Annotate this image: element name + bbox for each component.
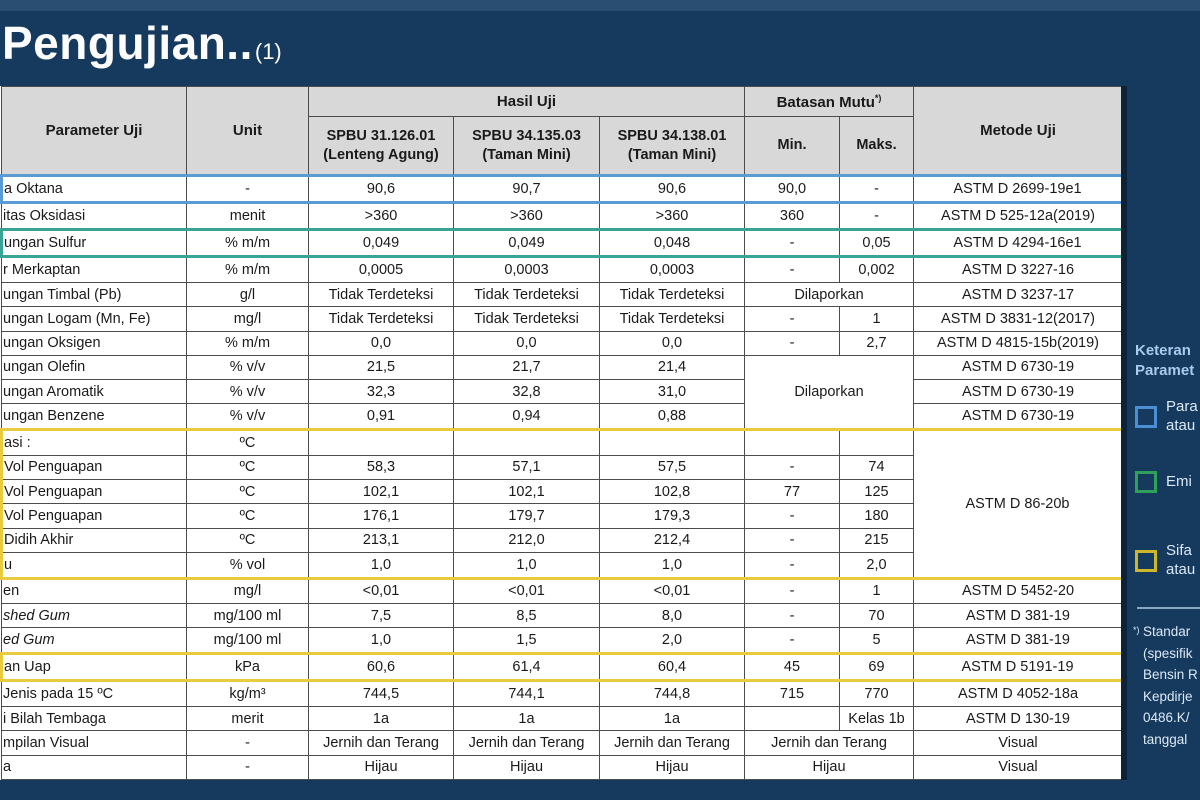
page-title	[2, 16, 282, 70]
legend-label: Emi	[1166, 472, 1192, 490]
cell-result-spbu-1: Tidak Terdeteksi	[309, 307, 454, 331]
cell-result-spbu-2: 102,1	[454, 480, 600, 504]
cell-unit: % m/m	[187, 331, 309, 355]
cell-parameter: i Bilah Tembaga	[2, 706, 187, 730]
col-header-spbu-2	[454, 117, 600, 176]
cell-metode: ASTM D 2699-19e1	[914, 176, 1123, 203]
cell-min: 715	[745, 681, 840, 707]
cell-result-spbu-3: 0,0	[600, 331, 745, 355]
cell-result-spbu-3: Jernih dan Terang	[600, 731, 745, 755]
cell-metode: ASTM D 6730-19	[914, 380, 1123, 404]
cell-unit: menit	[187, 203, 309, 230]
cell-min: -	[745, 504, 840, 528]
cell-result-spbu-2: 1a	[454, 706, 600, 730]
table-row	[2, 681, 1123, 707]
spbu-2-name: SPBU 34.135.03	[472, 128, 581, 145]
cell-metode: ASTM D 5452-20	[914, 578, 1123, 604]
col-header-batasan-mutu	[745, 87, 914, 117]
cell-parameter: en	[2, 578, 187, 604]
table-row	[2, 755, 1123, 780]
cell-unit: mg/l	[187, 307, 309, 331]
cell-result-spbu-1: >360	[309, 203, 454, 230]
cell-result-spbu-3: 57,5	[600, 455, 745, 479]
spbu-3-name: SPBU 34.138.01	[617, 128, 727, 145]
cell-maks: Kelas 1b	[840, 706, 914, 730]
cell-result-spbu-3: >360	[600, 203, 745, 230]
cell-parameter: r Merkaptan	[2, 257, 187, 283]
table-row	[2, 731, 1123, 755]
sidebar-divider	[1137, 607, 1200, 609]
cell-result-spbu-2: 1,0	[454, 552, 600, 578]
sidebar-footnote	[1133, 621, 1198, 751]
page-title-suffix: (1)	[254, 39, 282, 64]
cell-result-spbu-3: 744,8	[600, 681, 745, 707]
results-table-container	[0, 86, 1121, 780]
table-body	[2, 176, 1123, 780]
cell-result-spbu-1: 1a	[309, 706, 454, 730]
footnote-line: Kepdirje	[1143, 688, 1193, 704]
table-row	[2, 257, 1123, 283]
cell-maks: 0,05	[840, 230, 914, 257]
cell-maks: -	[840, 203, 914, 230]
cell-metode: ASTM D 130-19	[914, 706, 1123, 730]
right-sidebar	[1127, 0, 1200, 800]
cell-result-spbu-1: <0,01	[309, 578, 454, 604]
cell-unit: merit	[187, 706, 309, 730]
legend-item	[1135, 471, 1192, 493]
cell-result-spbu-3: Tidak Terdeteksi	[600, 307, 745, 331]
cell-result-spbu-1: 58,3	[309, 455, 454, 479]
cell-result-spbu-2: <0,01	[454, 578, 600, 604]
cell-result-spbu-2: 8,5	[454, 604, 600, 628]
cell-maks: 2,0	[840, 552, 914, 578]
cell-result-spbu-3: 8,0	[600, 604, 745, 628]
cell-result-spbu-3: Hijau	[600, 755, 745, 780]
cell-result-spbu-1: Jernih dan Terang	[309, 731, 454, 755]
cell-unit: mg/l	[187, 578, 309, 604]
cell-result-spbu-2: 61,4	[454, 654, 600, 681]
cell-parameter: ungan Aromatik	[2, 380, 187, 404]
cell-result-spbu-2: 1,5	[454, 628, 600, 654]
cell-min: -	[745, 257, 840, 283]
col-header-parameter: Parameter Uji	[2, 87, 187, 176]
cell-unit: % m/m	[187, 257, 309, 283]
cell-maks: 69	[840, 654, 914, 681]
cell-result-spbu-3: 31,0	[600, 380, 745, 404]
cell-metode: ASTM D 525-12a(2019)	[914, 203, 1123, 230]
col-header-min: Min.	[745, 117, 840, 176]
cell-result-spbu-1: 21,5	[309, 355, 454, 379]
cell-parameter: mpilan Visual	[2, 731, 187, 755]
cell-min: -	[745, 230, 840, 257]
cell-result-spbu-2: >360	[454, 203, 600, 230]
page-title-main: Pengujian..	[2, 17, 253, 69]
cell-result-spbu-1: 7,5	[309, 604, 454, 628]
cell-result-spbu-2: 212,0	[454, 528, 600, 552]
cell-min: -	[745, 628, 840, 654]
cell-maks: 5	[840, 628, 914, 654]
cell-unit: mg/100 ml	[187, 628, 309, 654]
cell-unit: -	[187, 176, 309, 203]
cell-maks: 2,7	[840, 331, 914, 355]
table-row	[2, 331, 1123, 355]
legend-color-box-icon	[1135, 550, 1157, 572]
cell-unit: -	[187, 755, 309, 780]
cell-result-spbu-2: Jernih dan Terang	[454, 731, 600, 755]
cell-metode: Visual	[914, 755, 1123, 780]
sidebar-heading-line: Paramet	[1135, 362, 1195, 380]
cell-result-spbu-3: Tidak Terdeteksi	[600, 283, 745, 307]
cell-metode: ASTM D 381-19	[914, 628, 1123, 654]
table-row	[2, 404, 1123, 430]
cell-maks: -	[840, 176, 914, 203]
cell-parameter: a	[2, 755, 187, 780]
legend-color-box-icon	[1135, 406, 1157, 428]
cell-unit: ºC	[187, 528, 309, 552]
cell-result-spbu-1: 32,3	[309, 380, 454, 404]
header-row-1	[2, 87, 1123, 117]
cell-metode: ASTM D 5191-19	[914, 654, 1123, 681]
table-row	[2, 230, 1123, 257]
footnote-line: tanggal	[1143, 731, 1188, 747]
cell-maks	[840, 430, 914, 456]
cell-unit: % vol	[187, 552, 309, 578]
cell-parameter: itas Oksidasi	[2, 203, 187, 230]
cell-result-spbu-3	[600, 430, 745, 456]
cell-result-spbu-3: 0,0003	[600, 257, 745, 283]
cell-min: -	[745, 528, 840, 552]
cell-parameter: ungan Oksigen	[2, 331, 187, 355]
spbu-1-name: SPBU 31.126.01	[326, 128, 436, 145]
batasan-mutu-footnote-mark: *)	[874, 92, 882, 103]
footnote-line: 0486.K/	[1143, 710, 1190, 726]
cell-result-spbu-3: 1a	[600, 706, 745, 730]
cell-result-spbu-2: 57,1	[454, 455, 600, 479]
cell-metode: Visual	[914, 731, 1123, 755]
cell-maks: 125	[840, 480, 914, 504]
cell-result-spbu-1: 0,0	[309, 331, 454, 355]
cell-metode: ASTM D 6730-19	[914, 355, 1123, 379]
footnote-line: *) Standar	[1133, 624, 1191, 639]
cell-min-maks-merged: Jernih dan Terang	[745, 731, 914, 755]
cell-unit: % v/v	[187, 355, 309, 379]
cell-metode: ASTM D 4294-16e1	[914, 230, 1123, 257]
footnote-line: Bensin R	[1143, 667, 1198, 683]
cell-result-spbu-3: 2,0	[600, 628, 745, 654]
cell-min: -	[745, 455, 840, 479]
cell-result-spbu-1: 90,6	[309, 176, 454, 203]
cell-result-spbu-1: 1,0	[309, 628, 454, 654]
cell-result-spbu-3: <0,01	[600, 578, 745, 604]
cell-unit: % m/m	[187, 230, 309, 257]
cell-result-spbu-2: 744,1	[454, 681, 600, 707]
table-row	[2, 283, 1123, 307]
cell-result-spbu-1: 102,1	[309, 480, 454, 504]
cell-min	[745, 706, 840, 730]
sidebar-heading-line: Keteran	[1135, 342, 1191, 359]
table-row	[2, 706, 1123, 730]
spbu-1-location: (Lenteng Agung)	[323, 146, 439, 163]
table-row	[2, 176, 1123, 203]
cell-unit: kg/m³	[187, 681, 309, 707]
cell-parameter: Vol Penguapan	[2, 455, 187, 479]
cell-unit: % v/v	[187, 380, 309, 404]
cell-result-spbu-2: 0,0003	[454, 257, 600, 283]
cell-result-spbu-2: Tidak Terdeteksi	[454, 283, 600, 307]
spbu-2-location: (Taman Mini)	[482, 146, 571, 163]
cell-min: -	[745, 578, 840, 604]
cell-result-spbu-2: 0,049	[454, 230, 600, 257]
cell-metode: ASTM D 3227-16	[914, 257, 1123, 283]
cell-parameter: ungan Sulfur	[2, 230, 187, 257]
cell-unit: ºC	[187, 504, 309, 528]
cell-result-spbu-2: 0,0	[454, 331, 600, 355]
table-row	[2, 578, 1123, 604]
table-row	[2, 380, 1123, 404]
cell-min: 45	[745, 654, 840, 681]
cell-min: -	[745, 331, 840, 355]
cell-result-spbu-2: Tidak Terdeteksi	[454, 307, 600, 331]
cell-min-maks-merged: Dilaporkan	[745, 355, 914, 429]
col-header-hasil-uji: Hasil Uji	[309, 87, 745, 117]
table-row	[2, 355, 1123, 379]
cell-result-spbu-3: 102,8	[600, 480, 745, 504]
cell-parameter: Didih Akhir	[2, 528, 187, 552]
cell-maks: 770	[840, 681, 914, 707]
cell-metode: ASTM D 4052-18a	[914, 681, 1123, 707]
cell-metode: ASTM D 381-19	[914, 604, 1123, 628]
cell-result-spbu-3: 0,048	[600, 230, 745, 257]
cell-result-spbu-1: 176,1	[309, 504, 454, 528]
results-table	[0, 86, 1124, 780]
cell-parameter: a Oktana	[2, 176, 187, 203]
legend-label: Sifa atau	[1166, 542, 1196, 578]
table-row	[2, 203, 1123, 230]
table-row	[2, 604, 1123, 628]
cell-min-maks-merged: Hijau	[745, 755, 914, 780]
cell-unit: -	[187, 731, 309, 755]
table-row	[2, 628, 1123, 654]
cell-unit: ºC	[187, 430, 309, 456]
cell-parameter: Vol Penguapan	[2, 504, 187, 528]
cell-parameter: Vol Penguapan	[2, 480, 187, 504]
cell-result-spbu-3: 179,3	[600, 504, 745, 528]
cell-result-spbu-2: Hijau	[454, 755, 600, 780]
cell-maks: 1	[840, 307, 914, 331]
cell-min: -	[745, 552, 840, 578]
cell-result-spbu-1	[309, 430, 454, 456]
col-header-maks: Maks.	[840, 117, 914, 176]
cell-result-spbu-2	[454, 430, 600, 456]
cell-result-spbu-1: 60,6	[309, 654, 454, 681]
cell-unit: ºC	[187, 480, 309, 504]
cell-parameter: ungan Logam (Mn, Fe)	[2, 307, 187, 331]
col-header-unit: Unit	[187, 87, 309, 176]
cell-min: 360	[745, 203, 840, 230]
cell-parameter: ungan Benzene	[2, 404, 187, 430]
table-row	[2, 307, 1123, 331]
cell-maks: 180	[840, 504, 914, 528]
cell-parameter: ungan Timbal (Pb)	[2, 283, 187, 307]
spbu-3-location: (Taman Mini)	[627, 146, 717, 163]
cell-result-spbu-3: 21,4	[600, 355, 745, 379]
cell-result-spbu-3: 90,6	[600, 176, 745, 203]
cell-result-spbu-3: 1,0	[600, 552, 745, 578]
cell-min: 77	[745, 480, 840, 504]
cell-unit: kPa	[187, 654, 309, 681]
cell-maks: 1	[840, 578, 914, 604]
cell-maks: 215	[840, 528, 914, 552]
cell-min: -	[745, 307, 840, 331]
legend-color-box-icon	[1135, 471, 1157, 493]
cell-unit: ºC	[187, 455, 309, 479]
cell-unit: mg/100 ml	[187, 604, 309, 628]
cell-parameter: an Uap	[2, 654, 187, 681]
cell-unit: % v/v	[187, 404, 309, 430]
cell-metode: ASTM D 6730-19	[914, 404, 1123, 430]
cell-result-spbu-2: 32,8	[454, 380, 600, 404]
cell-parameter: shed Gum	[2, 604, 187, 628]
col-header-spbu-1	[309, 117, 454, 176]
cell-min	[745, 430, 840, 456]
cell-result-spbu-2: 21,7	[454, 355, 600, 379]
table-row	[2, 430, 1123, 456]
legend-label: Para atau	[1166, 398, 1198, 434]
cell-min: 90,0	[745, 176, 840, 203]
cell-parameter: ed Gum	[2, 628, 187, 654]
col-header-metode: Metode Uji	[914, 87, 1123, 176]
cell-result-spbu-1: 213,1	[309, 528, 454, 552]
sidebar-heading	[1135, 341, 1194, 382]
cell-metode: ASTM D 4815-15b(2019)	[914, 331, 1123, 355]
cell-result-spbu-1: 0,91	[309, 404, 454, 430]
cell-parameter: u	[2, 552, 187, 578]
cell-result-spbu-3: 60,4	[600, 654, 745, 681]
cell-result-spbu-1: Tidak Terdeteksi	[309, 283, 454, 307]
cell-metode: ASTM D 3237-17	[914, 283, 1123, 307]
cell-min: -	[745, 604, 840, 628]
col-header-spbu-3	[600, 117, 745, 176]
cell-metode: ASTM D 86-20b	[914, 430, 1123, 578]
cell-parameter: Jenis pada 15 ºC	[2, 681, 187, 707]
cell-result-spbu-2: 0,94	[454, 404, 600, 430]
footnote-line: (spesifik	[1143, 645, 1193, 661]
table-row	[2, 654, 1123, 681]
cell-result-spbu-1: Hijau	[309, 755, 454, 780]
cell-unit: g/l	[187, 283, 309, 307]
cell-result-spbu-3: 0,88	[600, 404, 745, 430]
cell-parameter: asi :	[2, 430, 187, 456]
cell-metode: ASTM D 3831-12(2017)	[914, 307, 1123, 331]
footnote-marker: *)	[1133, 625, 1140, 635]
cell-result-spbu-1: 744,5	[309, 681, 454, 707]
cell-result-spbu-2: 179,7	[454, 504, 600, 528]
cell-result-spbu-1: 0,0005	[309, 257, 454, 283]
table-header	[2, 87, 1123, 176]
cell-result-spbu-1: 1,0	[309, 552, 454, 578]
cell-maks: 74	[840, 455, 914, 479]
legend-item	[1135, 398, 1198, 436]
cell-result-spbu-2: 90,7	[454, 176, 600, 203]
legend-item	[1135, 542, 1195, 580]
batasan-mutu-label: Batasan Mutu	[776, 93, 875, 111]
cell-parameter: ungan Olefin	[2, 355, 187, 379]
cell-maks: 0,002	[840, 257, 914, 283]
top-accent-strip	[0, 0, 1200, 11]
cell-min-maks-merged: Dilaporkan	[745, 283, 914, 307]
cell-maks: 70	[840, 604, 914, 628]
cell-result-spbu-1: 0,049	[309, 230, 454, 257]
cell-result-spbu-3: 212,4	[600, 528, 745, 552]
